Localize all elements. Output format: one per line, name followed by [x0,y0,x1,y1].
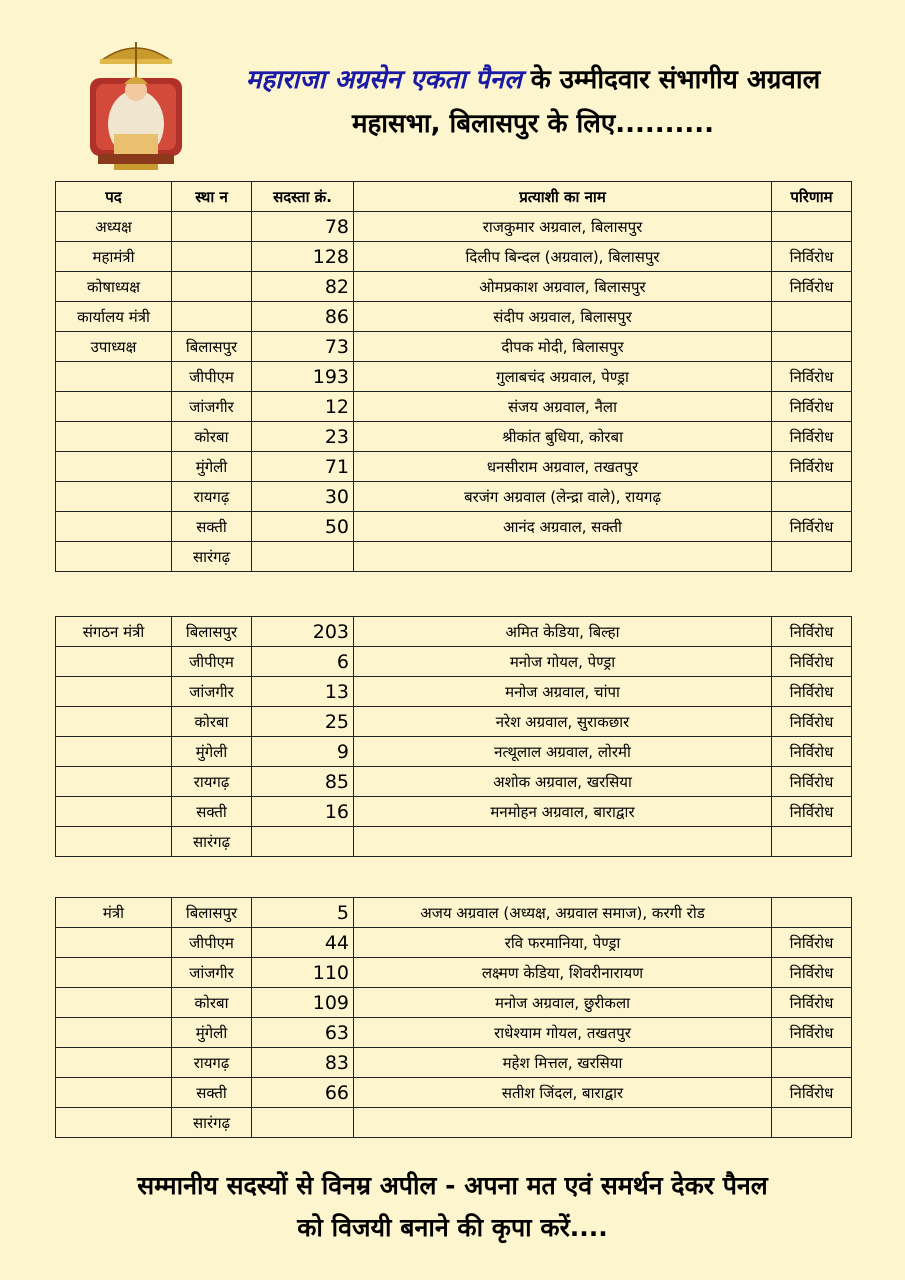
table-row [56,362,852,392]
table-row [56,1108,852,1138]
maharaja-agrasen-portrait-icon [84,38,188,170]
cell-member-no [252,542,354,572]
cell-place: जीपीएम [172,647,252,677]
cell-candidate: मनोज अग्रवाल, छुरीकला [354,988,772,1018]
cell-result: निर्विरोध [772,272,852,302]
cell-place: कोरबा [172,988,252,1018]
cell-result [772,302,852,332]
cell-place: बिलासपुर [172,898,252,928]
table-row [56,707,852,737]
cell-candidate: अजय अग्रवाल (अध्यक्ष, अग्रवाल समाज), करगी रोड [354,898,772,928]
cell-post [56,707,172,737]
cell-result: निर्विरोध [772,737,852,767]
table-row [56,737,852,767]
cell-result: निर्विरोध [772,617,852,647]
cell-place: रायगढ़ [172,1048,252,1078]
cell-member-no: 6 [252,647,354,677]
page-title [178,58,888,146]
cell-candidate: महेश मित्तल, खरसिया [354,1048,772,1078]
cell-post [56,1018,172,1048]
cell-result: निर्विरोध [772,988,852,1018]
cell-post: कोषाध्यक्ष [56,272,172,302]
table-row [56,677,852,707]
cell-result [772,212,852,242]
candidates-table-main [55,181,852,572]
cell-result: निर्विरोध [772,422,852,452]
cell-place: बिलासपुर [172,617,252,647]
cell-member-no: 50 [252,512,354,542]
cell-post [56,958,172,988]
col-header-member-no: सदस्ता क्रं. [252,182,354,212]
table-row [56,988,852,1018]
candidates-table-sangathan [55,616,852,857]
cell-candidate: रवि फरमानिया, पेण्ड्रा [354,928,772,958]
table-row [56,827,852,857]
cell-post [56,392,172,422]
cell-result [772,1048,852,1078]
cell-candidate: नत्थूलाल अग्रवाल, लोरमी [354,737,772,767]
cell-candidate: अशोक अग्रवाल, खरसिया [354,767,772,797]
cell-candidate: दिलीप बिन्दल (अग्रवाल), बिलासपुर [354,242,772,272]
cell-candidate: मनमोहन अग्रवाल, बाराद्वार [354,797,772,827]
cell-place [172,242,252,272]
cell-member-no: 86 [252,302,354,332]
cell-member-no: 66 [252,1078,354,1108]
cell-member-no: 16 [252,797,354,827]
cell-post [56,1108,172,1138]
cell-member-no [252,1108,354,1138]
cell-member-no: 13 [252,677,354,707]
table-row [56,617,852,647]
cell-candidate: ओमप्रकाश अग्रवाल, बिलासपुर [354,272,772,302]
cell-result [772,1108,852,1138]
cell-result: निर्विरोध [772,1078,852,1108]
col-header-place: स्था न [172,182,252,212]
cell-member-no: 9 [252,737,354,767]
cell-candidate: मनोज अग्रवाल, चांपा [354,677,772,707]
footer-appeal [40,1165,865,1249]
table-row [56,1018,852,1048]
table-row [56,212,852,242]
cell-candidate: धनसीराम अग्रवाल, तखतपुर [354,452,772,482]
cell-result: निर्विरोध [772,767,852,797]
cell-result [772,332,852,362]
table-row [56,797,852,827]
table-row [56,242,852,272]
table-row [56,302,852,332]
cell-post [56,737,172,767]
title-rest: के उम्मीदवार संभागीय अग्रवाल [521,65,821,95]
cell-post [56,1048,172,1078]
cell-post [56,928,172,958]
cell-place: मुंगेली [172,452,252,482]
cell-post [56,512,172,542]
table-row [56,422,852,452]
cell-member-no: 44 [252,928,354,958]
cell-result: निर्विरोध [772,647,852,677]
cell-post [56,767,172,797]
table-row [56,482,852,512]
cell-candidate: राधेश्याम गोयल, तखतपुर [354,1018,772,1048]
cell-candidate: मनोज गोयल, पेण्ड्रा [354,647,772,677]
col-header-result: परिणाम [772,182,852,212]
table-header-row [56,182,852,212]
cell-result: निर्विरोध [772,392,852,422]
cell-member-no: 203 [252,617,354,647]
cell-post [56,482,172,512]
cell-member-no: 23 [252,422,354,452]
cell-place: सक्ती [172,512,252,542]
table-row [56,958,852,988]
cell-result: निर्विरोध [772,1018,852,1048]
footer-line1: सम्मानीय सदस्यों से विनम्र अपील - अपना मत एवं समर्थन देकर पैनल [137,1171,768,1200]
cell-post: कार्यालय मंत्री [56,302,172,332]
cell-place: जीपीएम [172,928,252,958]
cell-candidate: सतीश जिंदल, बाराद्वार [354,1078,772,1108]
table-row [56,767,852,797]
cell-member-no: 193 [252,362,354,392]
cell-candidate: आनंद अग्रवाल, सक्ती [354,512,772,542]
cell-member-no: 30 [252,482,354,512]
panel-name: महाराजा अग्रसेन एकता पैनल [245,65,522,95]
cell-candidate: दीपक मोदी, बिलासपुर [354,332,772,362]
cell-place: कोरबा [172,422,252,452]
cell-member-no: 25 [252,707,354,737]
cell-post [56,362,172,392]
cell-post: उपाध्यक्ष [56,332,172,362]
cell-member-no: 109 [252,988,354,1018]
cell-result: निर्विरोध [772,928,852,958]
cell-result [772,482,852,512]
cell-result: निर्विरोध [772,677,852,707]
cell-result: निर्विरोध [772,242,852,272]
cell-candidate [354,827,772,857]
cell-member-no: 5 [252,898,354,928]
cell-post [56,542,172,572]
cell-candidate: अमित केडिया, बिल्हा [354,617,772,647]
col-header-post: पद [56,182,172,212]
title-line2: महासभा, बिलासपुर के लिए.......... [351,109,715,139]
table-row [56,542,852,572]
cell-post: मंत्री [56,898,172,928]
table-row [56,392,852,422]
cell-post [56,452,172,482]
cell-member-no: 73 [252,332,354,362]
cell-place: जांजगीर [172,677,252,707]
cell-result: निर्विरोध [772,797,852,827]
cell-place: जांजगीर [172,392,252,422]
cell-place: रायगढ़ [172,482,252,512]
cell-candidate: संदीप अग्रवाल, बिलासपुर [354,302,772,332]
cell-place: सक्ती [172,797,252,827]
cell-result: निर्विरोध [772,707,852,737]
cell-candidate [354,542,772,572]
cell-post [56,677,172,707]
candidates-table-mantri [55,897,852,1138]
cell-place [172,272,252,302]
cell-member-no: 63 [252,1018,354,1048]
cell-member-no: 78 [252,212,354,242]
cell-place [172,302,252,332]
table-row [56,512,852,542]
cell-place: सारंगढ़ [172,827,252,857]
cell-post [56,647,172,677]
cell-candidate: गुलाबचंद अग्रवाल, पेण्ड्रा [354,362,772,392]
cell-member-no: 128 [252,242,354,272]
cell-post [56,827,172,857]
cell-result [772,898,852,928]
cell-post [56,797,172,827]
col-header-candidate: प्रत्याशी का नाम [354,182,772,212]
cell-place: जीपीएम [172,362,252,392]
cell-member-no: 83 [252,1048,354,1078]
table-row [56,898,852,928]
table-row [56,272,852,302]
cell-post [56,422,172,452]
cell-place: रायगढ़ [172,767,252,797]
cell-place: सक्ती [172,1078,252,1108]
header [0,0,905,175]
cell-candidate: श्रीकांत बुधिया, कोरबा [354,422,772,452]
cell-member-no: 82 [252,272,354,302]
cell-post: संगठन मंत्री [56,617,172,647]
cell-place: मुंगेली [172,1018,252,1048]
cell-member-no: 110 [252,958,354,988]
cell-candidate: संजय अग्रवाल, नैला [354,392,772,422]
cell-member-no [252,827,354,857]
table-row [56,1048,852,1078]
table-row [56,332,852,362]
cell-result: निर्विरोध [772,512,852,542]
cell-place: कोरबा [172,707,252,737]
cell-place: बिलासपुर [172,332,252,362]
cell-member-no: 85 [252,767,354,797]
cell-place [172,212,252,242]
cell-result: निर्विरोध [772,958,852,988]
cell-result: निर्विरोध [772,452,852,482]
cell-candidate: बरजंग अग्रवाल (लेन्द्रा वाले), रायगढ़ [354,482,772,512]
cell-place: सारंगढ़ [172,542,252,572]
cell-member-no: 12 [252,392,354,422]
table-row [56,928,852,958]
cell-candidate [354,1108,772,1138]
cell-candidate: नरेश अग्रवाल, सुराकछार [354,707,772,737]
cell-result [772,542,852,572]
table-row [56,647,852,677]
cell-result: निर्विरोध [772,362,852,392]
cell-post: महामंत्री [56,242,172,272]
cell-result [772,827,852,857]
cell-post: अध्यक्ष [56,212,172,242]
cell-place: मुंगेली [172,737,252,767]
cell-post [56,988,172,1018]
cell-candidate: राजकुमार अग्रवाल, बिलासपुर [354,212,772,242]
cell-candidate: लक्ष्मण केडिया, शिवरीनारायण [354,958,772,988]
cell-place: सारंगढ़ [172,1108,252,1138]
footer-line2: को विजयी बनाने की कृपा करें.... [297,1213,608,1242]
table-row [56,1078,852,1108]
table-row [56,452,852,482]
cell-member-no: 71 [252,452,354,482]
cell-post [56,1078,172,1108]
cell-place: जांजगीर [172,958,252,988]
